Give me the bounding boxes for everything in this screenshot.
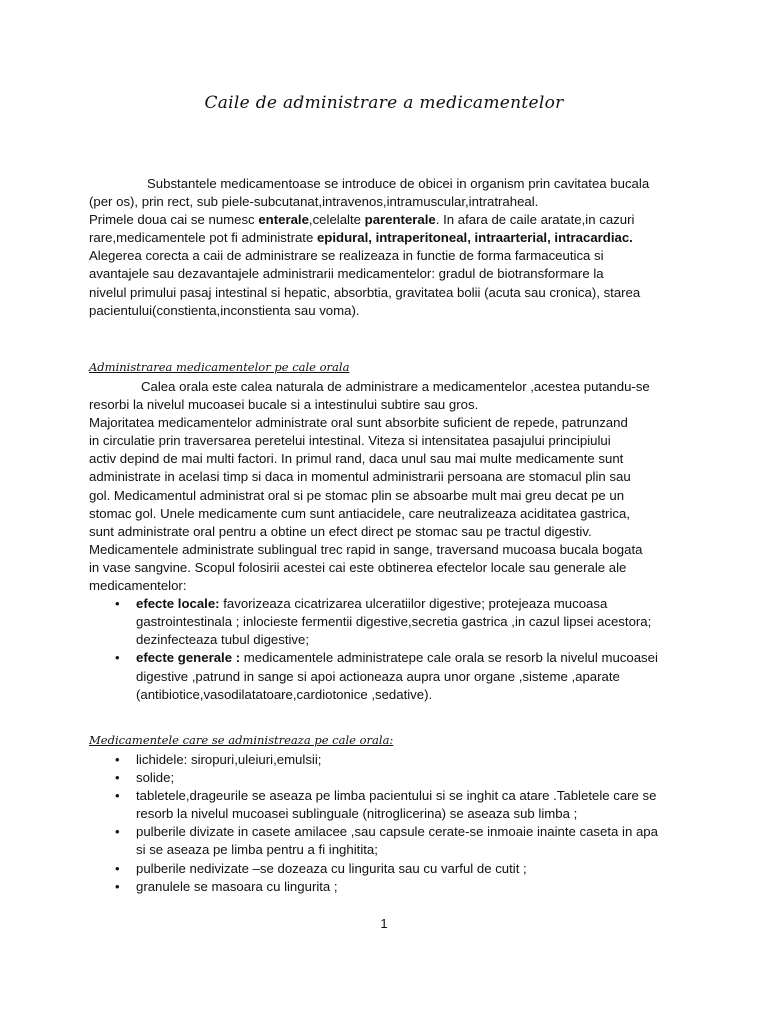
intro-line: nivelul primului pasaj intestinal si hepatic, absorbtia, gravitatea bolii (acuta sau cronica), starea <box>89 284 641 300</box>
medications-list <box>89 751 689 896</box>
bullet-icon: • <box>115 770 120 786</box>
intro-line: rare,medicamentele pot fi administrate epidural, intraperitoneal, intraarterial, intracardiac. <box>89 230 633 246</box>
intro-line: (per os), prin rect, sub piele-subcutanat,intravenos,intramuscular,intratraheal. <box>89 194 539 210</box>
bullet-icon: • <box>115 752 120 767</box>
list-item: • solide; <box>89 769 689 787</box>
section1-line: Medicamentele administrate sublingual trec rapid in sange, traversand mucoasa bucala bogata <box>89 541 643 557</box>
bullet-icon: • <box>115 788 120 804</box>
bullet-icon: • <box>115 860 120 876</box>
intro-line: Alegerea corecta a caii de administrare se realizeaza in functie de forma farmaceutica si <box>89 248 604 264</box>
section1-line: gol. Medicamentul administrat oral si pe stomac plin se absoarbe mult mai greu decat pe un <box>89 487 625 503</box>
section1-line: administrate in acelasi timp si daca in momentul administrarii persoana are stomacul plin sau <box>89 469 631 485</box>
section1-line: medicamentelor: <box>89 578 187 594</box>
list-item: • efecte generale : medicamentele administratepe cale orala se resorb la nivelul mucoasei digestive ,patrund in sange si apoi actioneaza aupra unor organe ,sisteme ,aparate (antibiotice,vasodilatatoare,cardiotonice ,sedative). <box>115 650 658 702</box>
list-item: • pulberile divizate in casete amilacee ,sau capsule cerate-se inmoaie inainte caseta in apa si se aseaza pe limba pentru a fi inghitita; <box>115 824 658 858</box>
list-item: • granulele se masoara cu lingurita ; <box>89 878 689 896</box>
section1-line: activ depind de mai multi factori. In primul rand, daca unul sau mai multe medicamente sunt <box>89 451 624 467</box>
list-item: • tabletele,drageurile se aseaza pe limba pacientului si se inghit ca atare .Tabletele care se resorb la nivelul mucoasei sublinguale (nitroglicerina) se aseaza sub limba ; <box>115 788 657 822</box>
page-number: 1 <box>380 916 388 931</box>
document-title: Caile de administrare a medicamentelor <box>204 93 564 113</box>
section1-line: in circulatie prin traversarea peretelui intestinal. Viteza si intensitatea pasajului principiului <box>89 433 611 449</box>
list-item: • lichidele: siropuri,uleiuri,emulsii; <box>89 751 689 769</box>
intro-line: Primele doua cai se numesc enterale,celelalte parenterale. In afara de caile aratate,in cazuri <box>89 212 635 228</box>
section1-line: Majoritatea medicamentelor administrate oral sunt absorbite suficient de repede, patrunzand <box>89 415 628 431</box>
section1-line: in vase sangvine. Scopul folosirii acestei cai este obtinerea efectelor locale sau generale ale <box>89 559 627 575</box>
section1-body <box>89 378 689 704</box>
intro-line: Substantele medicamentoase se introduce de obicei in organism prin cavitatea bucala <box>147 176 650 191</box>
section2-body <box>89 751 689 896</box>
section1-line: sunt administrate oral pentru a obtine un efect direct pe stomac sau pe tractul digestiv. <box>89 523 592 539</box>
bullet-icon: • <box>115 878 120 894</box>
effects-list <box>89 595 689 704</box>
list-item: • efecte locale: favorizeaza cicatrizarea ulceratiilor digestive; protejeaza mucoasa gastrointestinala ; inlocieste fermentii digestive,secretia gastrica ,in cazul lipsei acestora; dezinfecteaza tubul digestive; <box>115 596 652 648</box>
intro-line: pacientului(constienta,inconstienta sau voma). <box>89 302 360 318</box>
list-item: • pulberile nedivizate –se dozeaza cu lingurita sau cu varful de cutit ; <box>89 860 689 878</box>
bullet-icon: • <box>115 650 120 666</box>
bullet-icon: • <box>115 824 120 840</box>
section1-line: Calea orala este calea naturala de administrare a medicamentelor ,acestea putandu-se <box>141 379 650 394</box>
intro-paragraph <box>89 175 689 320</box>
section-heading-oral-medications: Medicamentele care se administreaza pe cale orala: <box>89 733 394 747</box>
section1-line: resorbi la nivelul mucoasei bucale si a intestinului subtire sau gros. <box>89 397 479 413</box>
intro-line: avantajele sau dezavantajele administrarii medicamentelor: gradul de biotransformare la <box>89 266 604 282</box>
bullet-icon: • <box>115 596 120 612</box>
section1-line: stomac gol. Unele medicamente cum sunt antiacidele, care neutralizeaza aciditatea gastrica, <box>89 505 630 521</box>
section-heading-oral-administration: Administrarea medicamentelor pe cale orala <box>89 360 350 374</box>
